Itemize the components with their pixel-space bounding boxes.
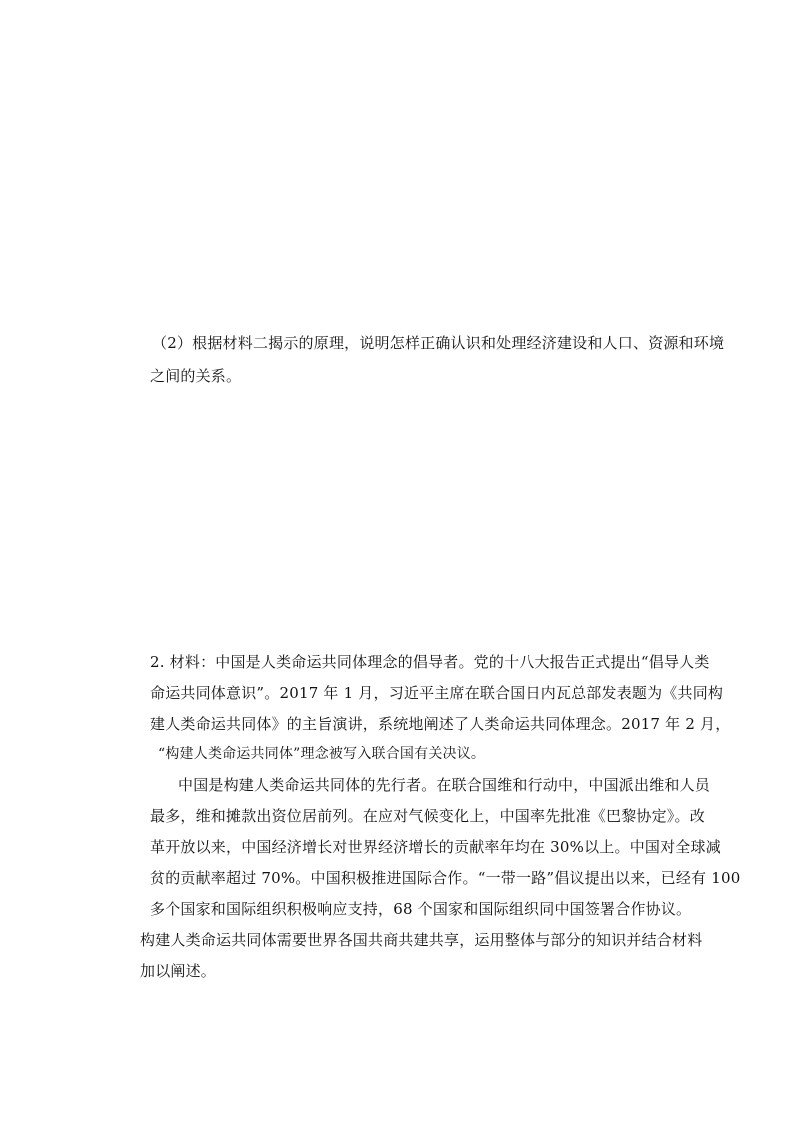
- question-2-part-2-line-2: 之间的关系。: [150, 367, 242, 385]
- paragraph-2-line-4: 贫的贡献率超过 70%。中国积极推进国际合作。“一带一路”倡议提出以来，已经有 100: [150, 869, 741, 887]
- question-2-part-2-line-1: （2）根据材料二揭示的原理，说明怎样正确认识和处理经济建设和人口、资源和环境: [152, 334, 725, 352]
- paragraph-2-line-3: 革开放以来，中国经济增长对世界经济增长的贡献率年均在 30%以上。中国对全球减: [150, 838, 721, 856]
- material-line-3: 建人类命运共同体》的主旨演讲，系统地阐述了人类命运共同体理念。2017 年 2 月，: [150, 715, 731, 733]
- material-line-4: “构建人类命运共同体”理念被写入联合国有关决议。: [158, 746, 486, 762]
- paragraph-2-line-2: 最多，维和摊款出资位居前列。在应对气候变化上，中国率先批准《巴黎协定》。改: [150, 807, 705, 825]
- material-line-2: 命运共同体意识”。2017 年 1 月，习近平主席在联合国日内瓦总部发表题为《共同构: [150, 684, 724, 702]
- paragraph-2-line-1: 中国是构建人类命运共同体的先行者。在联合国维和行动中，中国派出维和人员: [178, 776, 711, 794]
- task-line-2: 加以阐述。: [140, 962, 217, 980]
- material-line-1: 2. 材料：中国是人类命运共同体理念的倡导者。党的十八大报告正式提出“倡导人类: [150, 653, 710, 671]
- paragraph-2-line-5: 多个国家和国际组织积极响应支持，68 个国家和国际组织同中国签署合作协议。: [150, 900, 692, 918]
- task-line-1: 构建人类命运共同体需要世界各国共商共建共享，运用整体与部分的知识并结合材料: [140, 931, 703, 949]
